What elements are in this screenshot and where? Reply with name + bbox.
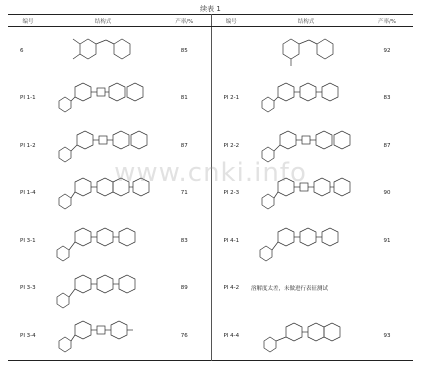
molecule-drawing bbox=[256, 315, 356, 357]
compound-code bbox=[211, 27, 251, 75]
compound-code: PI 3-3 bbox=[20, 285, 36, 292]
yield-value: 71 bbox=[158, 170, 211, 218]
structure-image bbox=[48, 75, 158, 123]
compound-code: PI 4-1 bbox=[223, 237, 240, 244]
structure-image bbox=[251, 217, 361, 265]
compound-code: PI 1-4 bbox=[20, 190, 36, 197]
molecule-drawing bbox=[261, 30, 351, 72]
molecule-drawing bbox=[53, 267, 153, 309]
header-code-right: 编号 bbox=[211, 15, 251, 27]
header-code: 编号 bbox=[8, 15, 48, 27]
molecule-drawing bbox=[256, 125, 356, 167]
molecule-drawing bbox=[256, 77, 356, 119]
header-structure: 结构式 bbox=[48, 15, 158, 27]
yield-value: 83 bbox=[383, 95, 391, 102]
compound-table bbox=[8, 14, 413, 361]
molecule-drawing bbox=[53, 172, 153, 214]
compound-code: PI 3-4 bbox=[20, 332, 36, 339]
structure-image bbox=[251, 170, 361, 218]
structure-image bbox=[48, 265, 158, 313]
compound-code: PI 2-1 bbox=[223, 95, 240, 102]
structure-image bbox=[251, 27, 361, 75]
yield-value: 87 bbox=[158, 122, 211, 170]
table-row bbox=[8, 122, 413, 170]
molecule-drawing bbox=[53, 77, 153, 119]
compound-code: PI 4-2 bbox=[223, 285, 240, 292]
header-yield-right: 产率/% bbox=[361, 15, 413, 27]
table-row bbox=[8, 170, 413, 218]
yield-value: 90 bbox=[383, 190, 391, 197]
compound-code: PI 4-4 bbox=[223, 332, 240, 339]
header-yield: 产率/% bbox=[158, 15, 211, 27]
table-row bbox=[8, 27, 413, 75]
molecule-drawing bbox=[53, 125, 153, 167]
table-row bbox=[8, 217, 413, 265]
compound-code: PI 3-1 bbox=[20, 237, 36, 244]
header-structure-right: 结构式 bbox=[251, 15, 361, 27]
molecule-drawing bbox=[58, 30, 148, 72]
watermark: www.cnki.info bbox=[114, 158, 307, 188]
yield-value: 87 bbox=[383, 142, 391, 149]
structure-image bbox=[48, 27, 158, 75]
molecule-drawing bbox=[256, 172, 356, 214]
structure-image bbox=[48, 122, 158, 170]
table-row bbox=[8, 312, 413, 360]
table-caption: 续表 1 bbox=[200, 5, 221, 13]
structure-image bbox=[251, 312, 361, 360]
yield-value: 89 bbox=[158, 265, 211, 313]
compound-code: PI 2-2 bbox=[223, 142, 240, 149]
yield-value: 85 bbox=[158, 27, 211, 75]
table-row bbox=[8, 265, 413, 313]
molecule-drawing bbox=[53, 315, 153, 357]
compound-code: 6 bbox=[20, 47, 24, 54]
compound-code: PI 1-2 bbox=[20, 142, 36, 149]
table-row bbox=[8, 75, 413, 123]
yield-value: 93 bbox=[383, 332, 391, 339]
structure-image bbox=[48, 217, 158, 265]
molecule-drawing bbox=[256, 220, 356, 262]
solubility-note: 溶解度太差，未做进行表征测试 bbox=[251, 286, 329, 293]
table-header-row bbox=[8, 15, 413, 27]
structure-image bbox=[48, 312, 158, 360]
compound-code: PI 2-3 bbox=[223, 190, 240, 197]
structure-image bbox=[48, 170, 158, 218]
molecule-drawing bbox=[53, 220, 153, 262]
yield-value: 81 bbox=[158, 75, 211, 123]
structure-image bbox=[251, 122, 361, 170]
structure-image bbox=[251, 75, 361, 123]
yield-value: 76 bbox=[158, 312, 211, 360]
yield-value: 83 bbox=[158, 217, 211, 265]
yield-value bbox=[361, 265, 413, 313]
yield-value: 91 bbox=[383, 237, 391, 244]
yield-value: 92 bbox=[383, 47, 391, 54]
compound-code: PI 1-1 bbox=[20, 95, 36, 102]
